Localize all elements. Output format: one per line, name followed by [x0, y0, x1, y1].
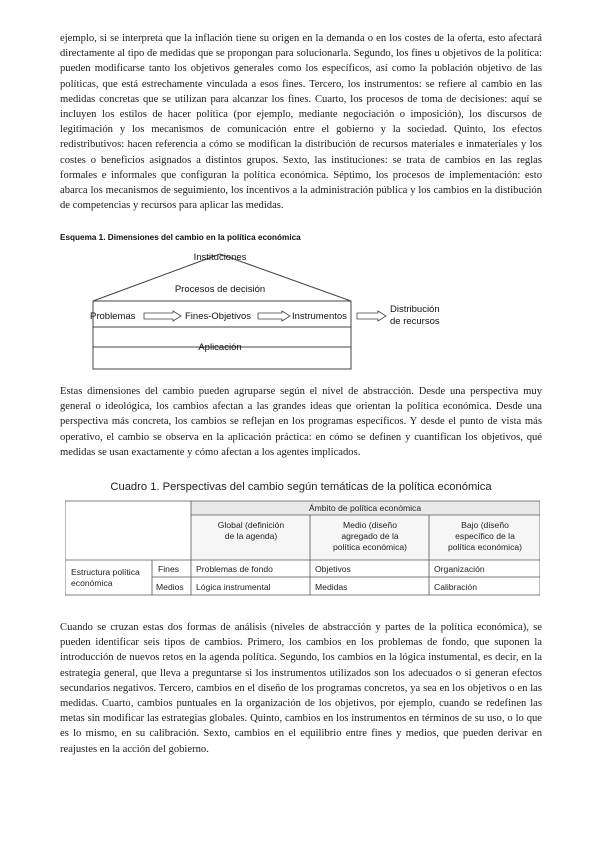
perspectives-table — [65, 497, 540, 599]
col-medio-2: agregado de la — [341, 531, 399, 541]
col-global-1: Global (definición — [217, 520, 285, 530]
table-graphic — [65, 497, 540, 599]
fines-label: Fines — [158, 564, 180, 574]
medios-label: Medios — [156, 582, 184, 592]
scheme-graphic — [60, 230, 500, 370]
scheme-aplicacion: Aplicación — [198, 342, 242, 353]
col-global-2: de la agenda) — [224, 531, 278, 541]
scheme-title: Esquema 1. Dimensiones del cambio en la política económica — [60, 233, 301, 242]
arrow-problemas-fines — [144, 311, 181, 321]
arrow-fines-instrumentos — [258, 311, 290, 321]
arrow-instrumentos-distribucion — [357, 311, 386, 321]
scheme-instrumentos: Instrumentos — [292, 311, 347, 322]
col-medio-1: Medio (diseño — [343, 520, 397, 530]
cell-fines-bajo: Organización — [434, 564, 485, 574]
scheme-arrows — [144, 311, 386, 321]
scheme-distribucion-1: Distribución — [390, 304, 440, 315]
col-medio-3: política económica) — [332, 542, 408, 552]
scheme-procesos: Procesos de decisión — [174, 284, 266, 295]
scheme-instituciones: Instituciones — [193, 252, 247, 263]
ambito-header: Ámbito de política económica — [308, 503, 422, 513]
paragraph-3: Cuando se cruzan estas dos formas de análisis (niveles de abstracción y partes de la política económica), se pueden identificar seis tipos de cambios. Primero, los cambios en los problemas de fondo, que suponen la introducción de nuevos retos en la agenda política. Segundo, los cambios en la lógica instumental, es decir, en la estrategia general, que lleva a preguntarse si los instrumentos utilizados son los adecuados o si generan efectos secundarios negativos. Tercero, cambios en el diseño de los programas concretos, ya sea en los objetivos o en las medidas. Cuarto, cambios puntuales en la organización de los objetivos, por ejemplo, cuando se redefinen las metas sin modificar las estrategias globales. Quinto, cambios en los instrumentos en términos de su uso, o lo que es lo mismo, en su calibración. Sexto, cambios en el equilibrio entre fines y medios, que pueden derivar en reajustes en la acción del gobierno. — [60, 622, 542, 755]
paragraph-1: ejemplo, si se interpreta que la inflación tiene su origen en la demanda o en los costes de la oferta, esto afectará directamente al tipo de medidas que se propongan para solucionarla. Segundo, los fines u objetivos de la política: pueden modificarse tanto los objetivos generales como los específicos, así como la población objetivo de las políticas, que está estrechamente vinculada a esos fines. Tercero, los instrumentos: se refiere al cambio en las medidas concretas que se utilizan para alcanzar los fines. Cuarto, los procesos de toma de decisiones: aquí se incluyen los estilos de hacer política (por ejemplo, mediante negociación o imposición), los discursos de legitimación y los mecanismos de comunicación entre el gobierno y la sociedad. Quinto, los efectos redistributivos: hacen referencia a cómo se modifican la distribución de recursos materiales e inmateriales y los costes o beneficios asignados a distintos grupos. Sexto, las instituciones: se trata de cambios en las reglas formales e informales que configuran la política económica. Séptimo, los procesos de implementación: esto abarca los mecanismos de seguimiento, los incentivos a la administración pública y los cambios en la distibución de competencias y recursos para aplicar las medidas. — [60, 33, 542, 212]
col-bajo-3: política económica) — [447, 542, 523, 552]
cell-fines-medio: Objetivos — [315, 564, 351, 574]
col-bajo-2: específico de la — [455, 531, 515, 541]
paragraph-2: Estas dimensiones del cambio pueden agruparse según el nivel de abstracción. Desde una perspectiva muy general o ideológica, los cambios afectan a las grandes ideas que orientan la política económica. Desde una perspectiva más concreta, los cambios se reflejan en los programas específicos. Y desde el punto de vista más operativo, el cambio se observa en la aplicación práctica: en cómo se definen y cuantifican los objetivos, qué medidas se usan exactamente y cómo afectan a los agentes implicados. — [60, 386, 542, 458]
cell-medios-medio: Medidas — [315, 582, 348, 592]
table-title: Cuadro 1. Perspectivas del cambio según temáticas de la política económica — [110, 481, 492, 493]
cell-fines-global: Problemas de fondo — [196, 564, 273, 574]
scheme-problemas: Problemas — [90, 311, 136, 322]
col-bajo-1: Bajo (diseño — [461, 520, 509, 530]
cell-medios-global: Lógica instrumental — [196, 582, 271, 592]
scheme-fines: Fines-Objetivos — [185, 311, 251, 322]
row-label-1: Estructura política — [71, 567, 140, 577]
scheme-diagram — [60, 230, 500, 370]
cell-medios-bajo: Calibración — [434, 582, 477, 592]
row-label-2: económica — [71, 578, 113, 588]
scheme-distribucion-2: de recursos — [390, 316, 440, 327]
